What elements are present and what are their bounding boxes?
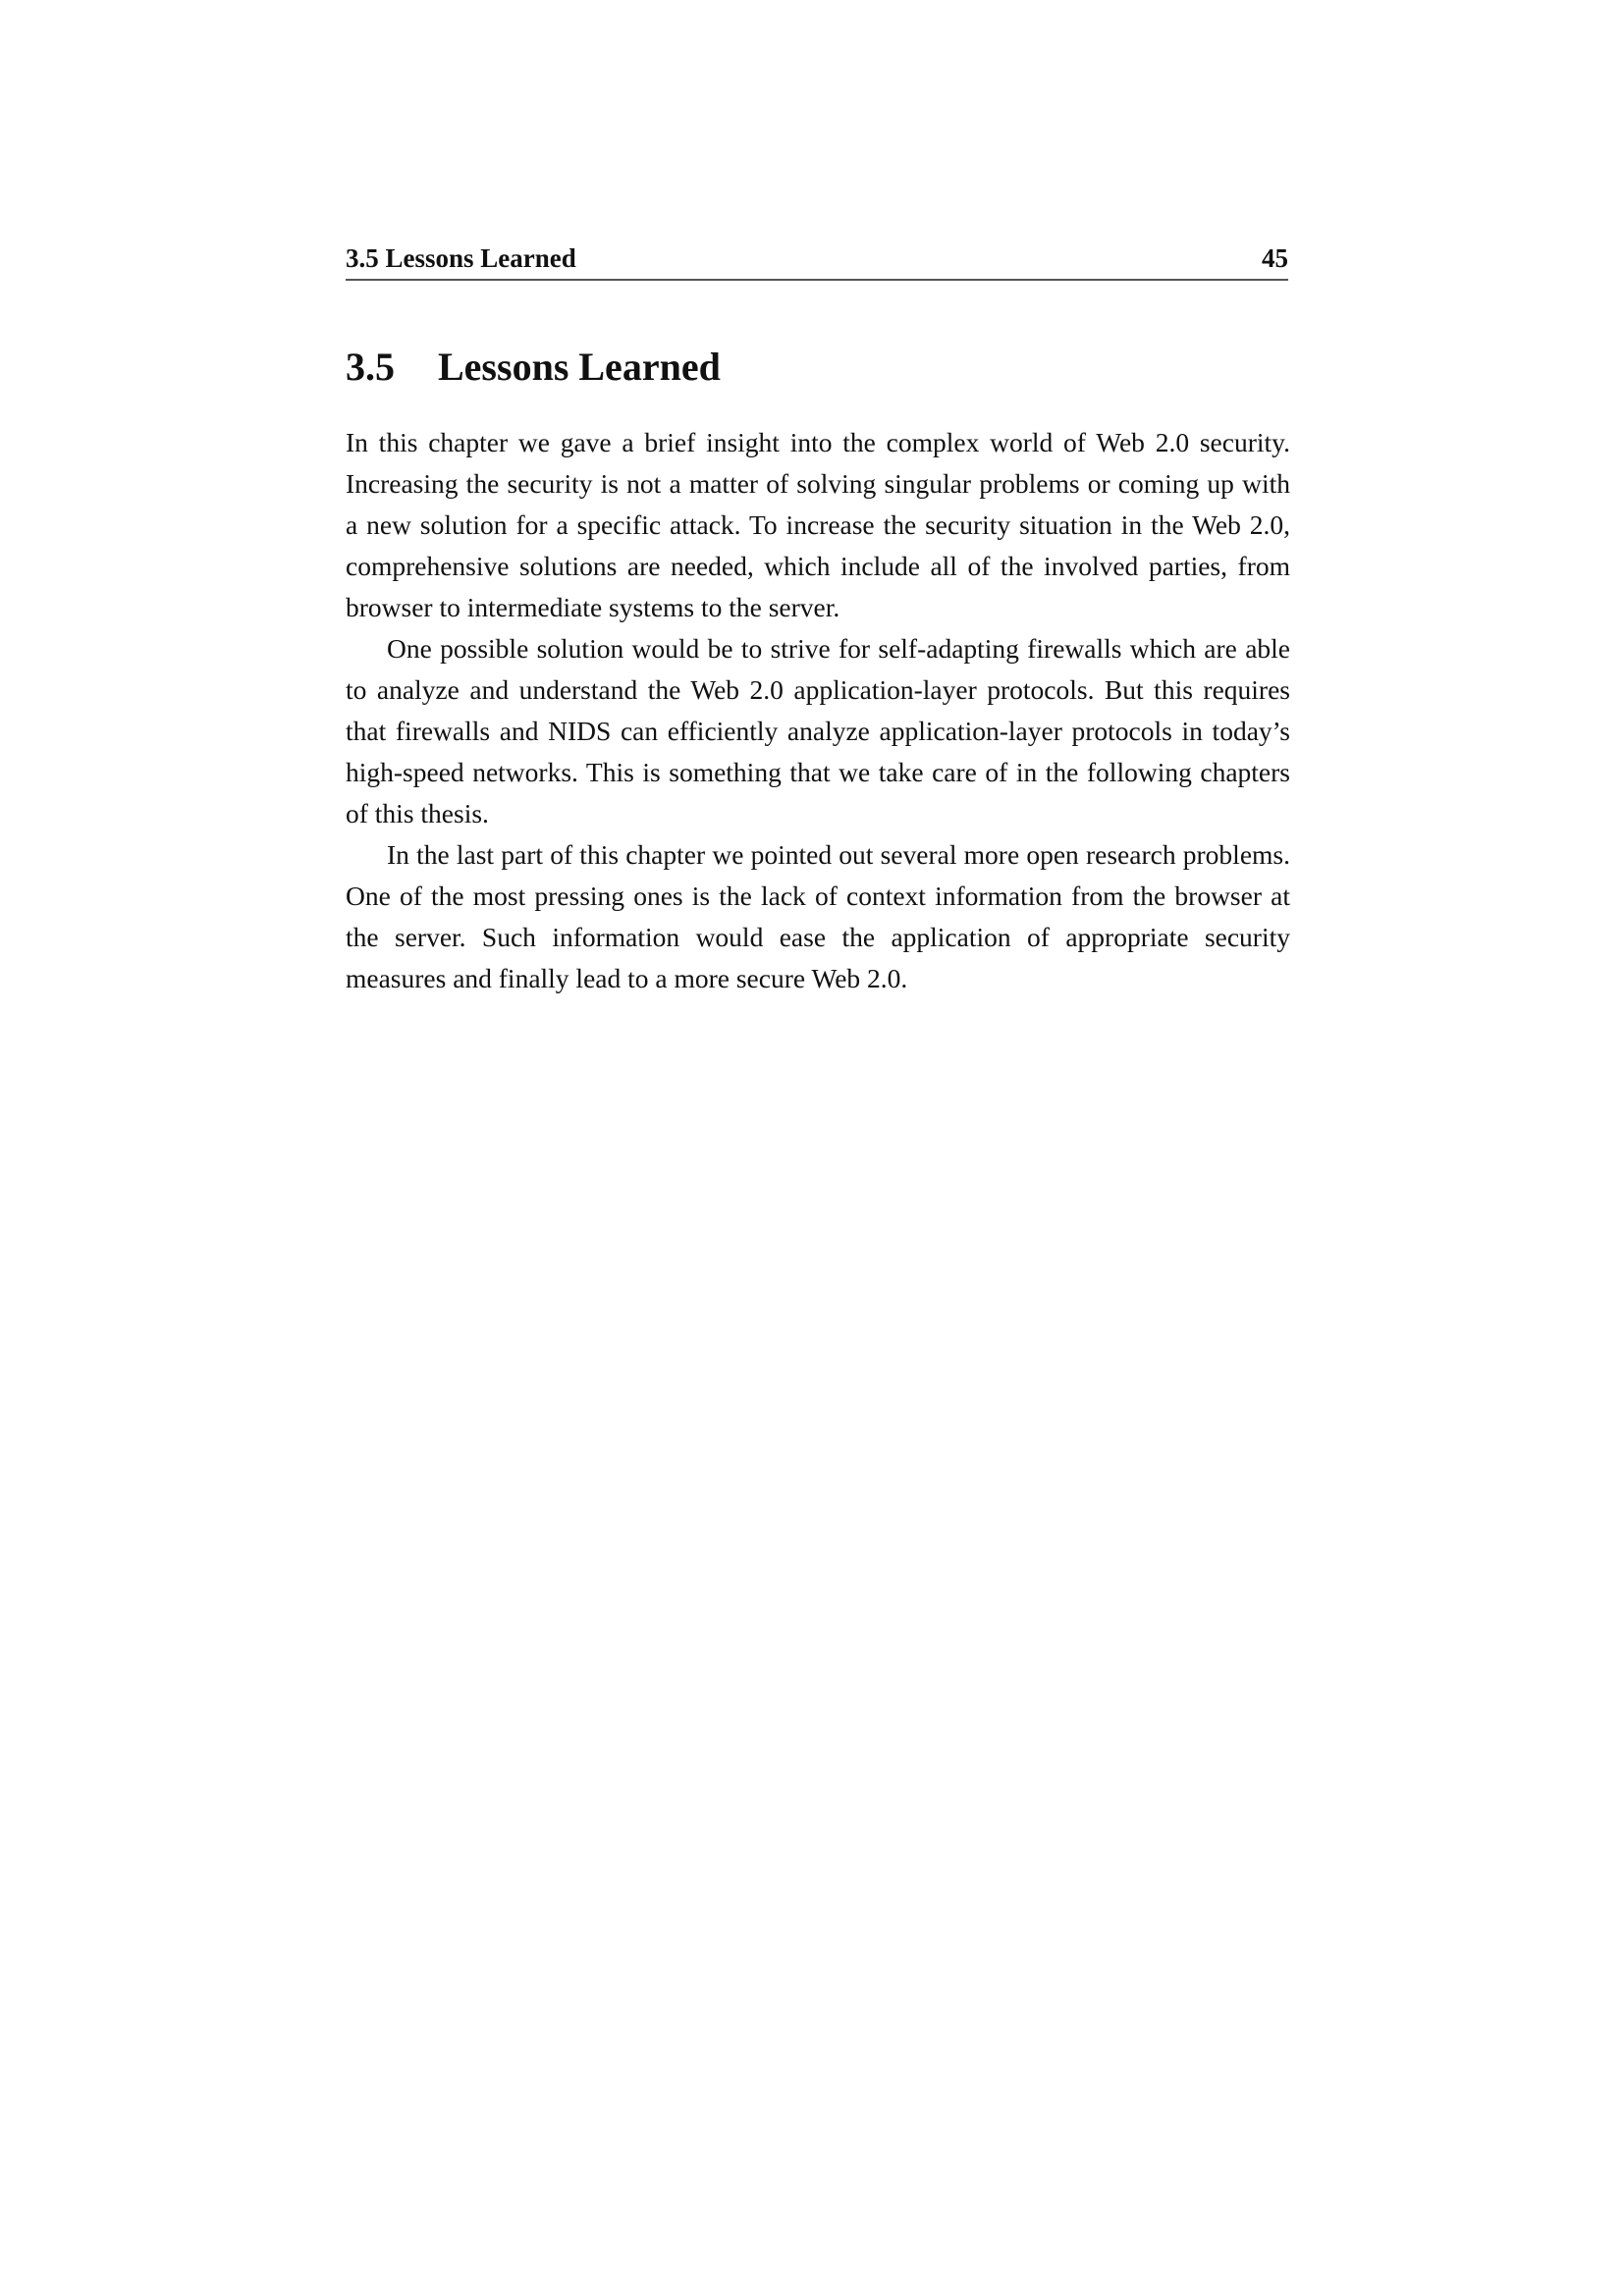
body-text — [346, 422, 1290, 999]
page-number: 45 — [1262, 243, 1288, 273]
section-heading — [346, 344, 1288, 391]
running-header-title: 3.5 Lessons Learned — [346, 243, 576, 273]
section-number: 3.5 — [346, 345, 395, 389]
running-header — [346, 241, 1288, 281]
paragraph-2: One possible solution would be to strive for self-adapting firewalls which are able to analyze and understand the Web 2.0 application-layer protocols. But this requires that firewalls and NIDS can efficiently analyze application-layer protocols in today’s high-speed networks. This is something that we take care of in the following chapters of this thesis. — [346, 633, 1290, 828]
paragraph-1: In this chapter we gave a brief insight into the complex world of Web 2.0 security. Increasing the security is not a matter of solving singular problems or coming up with a new solution for a specific attack. To increase the security situation in the Web 2.0, comprehensive solutions are needed, which include all of the involved parties, from browser to intermediate systems to the server. — [346, 427, 1290, 622]
section-title: Lessons Learned — [438, 345, 721, 389]
paragraph-3: In the last part of this chapter we pointed out several more open research problems. One of the most pressing ones is the lack of context information from the browser at the server. Such information would ease the application of appropriate security measures and finally lead to a more secure Web 2.0. — [346, 839, 1290, 993]
